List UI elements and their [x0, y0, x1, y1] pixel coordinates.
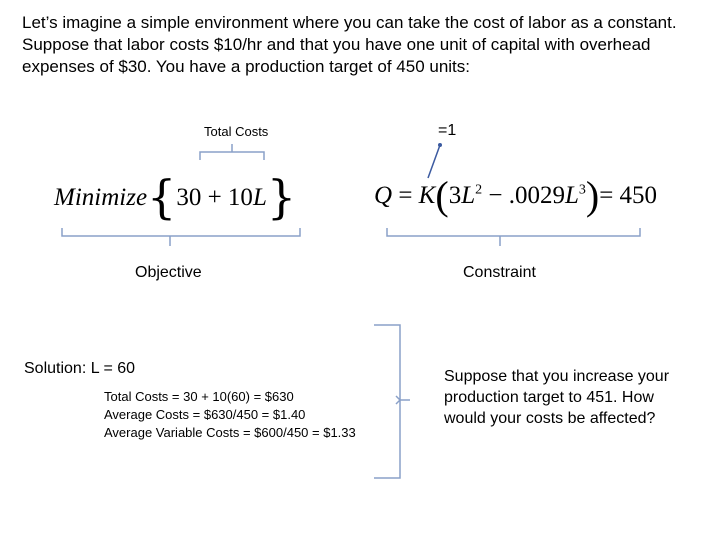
total-costs-brace [200, 144, 264, 160]
term2-exponent: 3 [578, 182, 586, 198]
constraint-brace [387, 228, 640, 246]
term1-coefficient: 3 [448, 182, 462, 209]
k-annotation: =1 [438, 122, 457, 139]
left-paren-glyph: ( [435, 173, 449, 218]
objective-constant-part: 30 + 10 [176, 184, 253, 211]
total-costs-annotation: Total Costs [204, 124, 269, 139]
objective-variable: L [252, 184, 267, 211]
term1-exponent: 2 [475, 182, 483, 198]
term2-variable: L [564, 182, 579, 209]
solution-details [104, 388, 356, 442]
term1-variable: L [461, 182, 476, 209]
solution-headline: Solution: L = 60 [24, 360, 136, 377]
right-paren-glyph: ) [585, 173, 600, 218]
k-symbol: K [418, 182, 436, 209]
minimize-word: Minimize [54, 184, 148, 211]
k-pointer-dot [438, 143, 442, 147]
solution-bracket [374, 325, 410, 478]
average-costs-line: Average Costs = $630/450 = $1.40 [104, 407, 306, 422]
intro-paragraph: Let’s imagine a simple environment where you can take the cost of labor as a constant. Suppose that labor costs $10/hr and that you have one unit of capital with overhead expenses of $30. You have a production target of 450 units: [22, 13, 677, 76]
objective-formula [54, 170, 296, 224]
objective-brace [62, 228, 300, 246]
minus-coefficient: − .0029 [482, 182, 565, 209]
constraint-formula [374, 172, 657, 219]
equals-sign: = [392, 182, 419, 209]
average-variable-costs-line: Average Variable Costs = $600/450 = $1.33 [104, 425, 356, 440]
q-symbol: Q [374, 182, 393, 209]
rhs-value: = 450 [599, 182, 658, 209]
left-brace-glyph: { [147, 170, 177, 224]
total-costs-line: Total Costs = 30 + 10(60) = $630 [104, 389, 294, 404]
objective-label: Objective [135, 264, 202, 281]
right-brace-glyph: } [266, 170, 297, 224]
follow-up-question: Suppose that you increase your production target to 451. How would your costs be affected? [444, 368, 670, 427]
constraint-label: Constraint [463, 264, 536, 281]
